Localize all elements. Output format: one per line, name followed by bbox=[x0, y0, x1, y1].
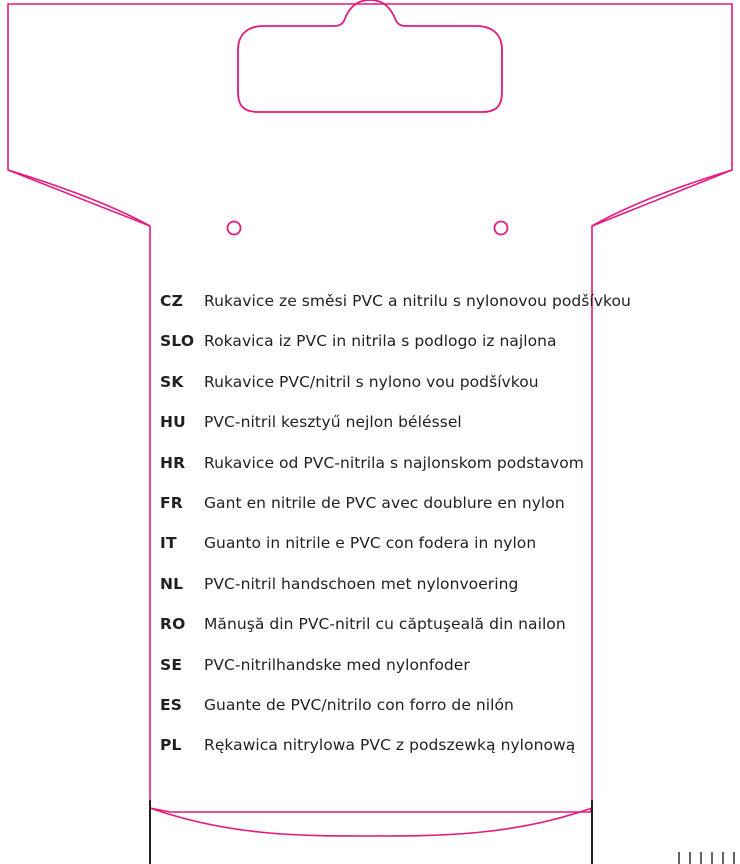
language-description: Rukavice ze směsi PVC a nitrilu s nylonovou podšívkou bbox=[204, 292, 631, 310]
language-code: IT bbox=[160, 534, 177, 553]
list-item bbox=[160, 332, 700, 372]
list-item bbox=[160, 494, 700, 534]
list-item bbox=[160, 292, 700, 332]
language-description: PVC-nitril kesztyű nejlon béléssel bbox=[204, 413, 462, 432]
language-code: HR bbox=[160, 453, 186, 472]
punch-hole-right bbox=[495, 222, 508, 235]
language-code: RO bbox=[160, 615, 186, 634]
list-item bbox=[160, 656, 700, 696]
language-code: PL bbox=[160, 736, 182, 755]
list-item bbox=[160, 736, 700, 776]
language-description: Rokavica iz PVC in nitrila s podlogo iz najlona bbox=[204, 332, 557, 351]
registration-ticks bbox=[679, 852, 734, 864]
punch-hole-left bbox=[228, 222, 241, 235]
language-code: SLO bbox=[160, 332, 195, 351]
language-code: HU bbox=[160, 413, 186, 432]
language-description: Rukavice PVC/nitril s nylono vou podšívkou bbox=[204, 372, 539, 391]
language-code: SK bbox=[160, 372, 184, 391]
list-item bbox=[160, 373, 700, 413]
language-description-list bbox=[160, 292, 700, 777]
list-item bbox=[160, 696, 700, 736]
language-code: SE bbox=[160, 655, 183, 674]
language-code: ES bbox=[160, 695, 183, 714]
language-description: Rękawica nitrylowa PVC z podszewką nylonową bbox=[204, 736, 576, 755]
language-description: Gant en nitrile de PVC avec doublure en nylon bbox=[204, 493, 565, 512]
list-item bbox=[160, 413, 700, 453]
language-description: Mănuşă din PVC-nitril cu căptuşeală din nailon bbox=[204, 615, 566, 634]
language-description: Rukavice od PVC-nitrila s najlonskom podstavom bbox=[204, 453, 584, 472]
language-description: PVC-nitril handschoen met nylonvoering bbox=[204, 574, 519, 593]
language-code: CZ bbox=[160, 292, 184, 310]
list-item bbox=[160, 615, 700, 655]
list-item bbox=[160, 575, 700, 615]
language-code: NL bbox=[160, 574, 184, 593]
list-item bbox=[160, 454, 700, 494]
list-item bbox=[160, 534, 700, 574]
hang-tab-dieline bbox=[238, 0, 502, 112]
language-code: FR bbox=[160, 493, 183, 512]
language-description: Guante de PVC/nitrilo con forro de nilón bbox=[204, 695, 514, 714]
language-description: PVC-nitrilhandske med nylonfoder bbox=[204, 655, 470, 674]
language-description: Guanto in nitrile e PVC con fodera in nylon bbox=[204, 534, 537, 553]
